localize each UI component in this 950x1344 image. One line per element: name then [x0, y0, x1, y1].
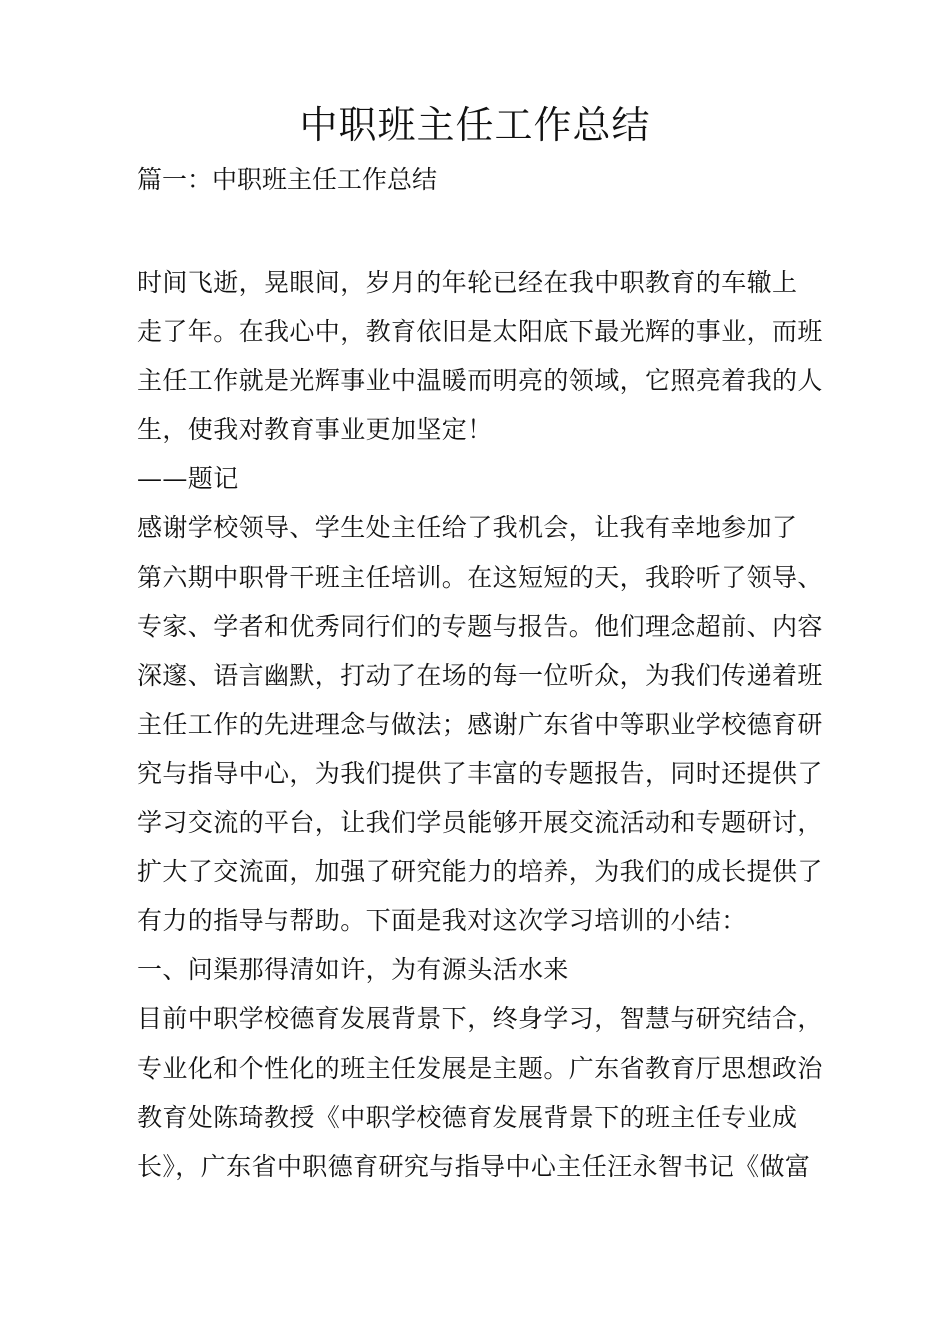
text-line: 学习交流的平台，让我们学员能够开展交流活动和专题研讨， [137, 808, 823, 838]
text-line: 究与指导中心，为我们提供了丰富的专题报告，同时还提供了 [137, 758, 823, 788]
text-line: 专家、学者和优秀同行们的专题与报告。他们理念超前、内容 [137, 611, 823, 641]
text-line: 目前中职学校德育发展背景下，终身学习，智慧与研究结合， [137, 1004, 823, 1034]
text-line: 扩大了交流面，加强了研究能力的培养，为我们的成长提供了 [137, 857, 823, 887]
document-subtitle: 篇一：中职班主任工作总结 [137, 165, 438, 194]
text-line: 一、问渠那得清如许，为有源头活水来 [137, 955, 569, 985]
text-line: 深邃、语言幽默，打动了在场的每一位听众，为我们传递着班 [137, 660, 823, 690]
text-line: 有力的指导与帮助。下面是我对这次学习培训的小结： [137, 906, 747, 936]
text-line: 主任工作的先进理念与做法；感谢广东省中等职业学校德育研 [137, 709, 823, 739]
text-line: 长》，广东省中职德育研究与指导中心主任汪永智书记《做富 [137, 1151, 811, 1181]
document-body [137, 258, 837, 1191]
text-line: 主任工作就是光辉事业中温暖而明亮的领域，它照亮着我的人 [137, 366, 823, 396]
document-title: 中职班主任工作总结 [299, 103, 651, 147]
text-line: ——题记 [137, 464, 239, 494]
text-line: 感谢学校领导、学生处主任给了我机会，让我有幸地参加了 [137, 513, 798, 543]
text-line: 第六期中职骨干班主任培训。在这短短的天，我聆听了领导、 [137, 562, 823, 592]
text-line: 教育处陈琦教授《中职学校德育发展背景下的班主任专业成 [137, 1102, 798, 1132]
text-line: 走了年。在我心中，教育依旧是太阳底下最光辉的事业，而班 [137, 317, 823, 347]
text-line: 生，使我对教育事业更加坚定！ [137, 415, 493, 445]
text-line: 时间飞逝，晃眼间，岁月的年轮已经在我中职教育的车辙上 [137, 268, 798, 297]
text-line: 专业化和个性化的班主任发展是主题。广东省教育厅思想政治 [137, 1053, 823, 1083]
